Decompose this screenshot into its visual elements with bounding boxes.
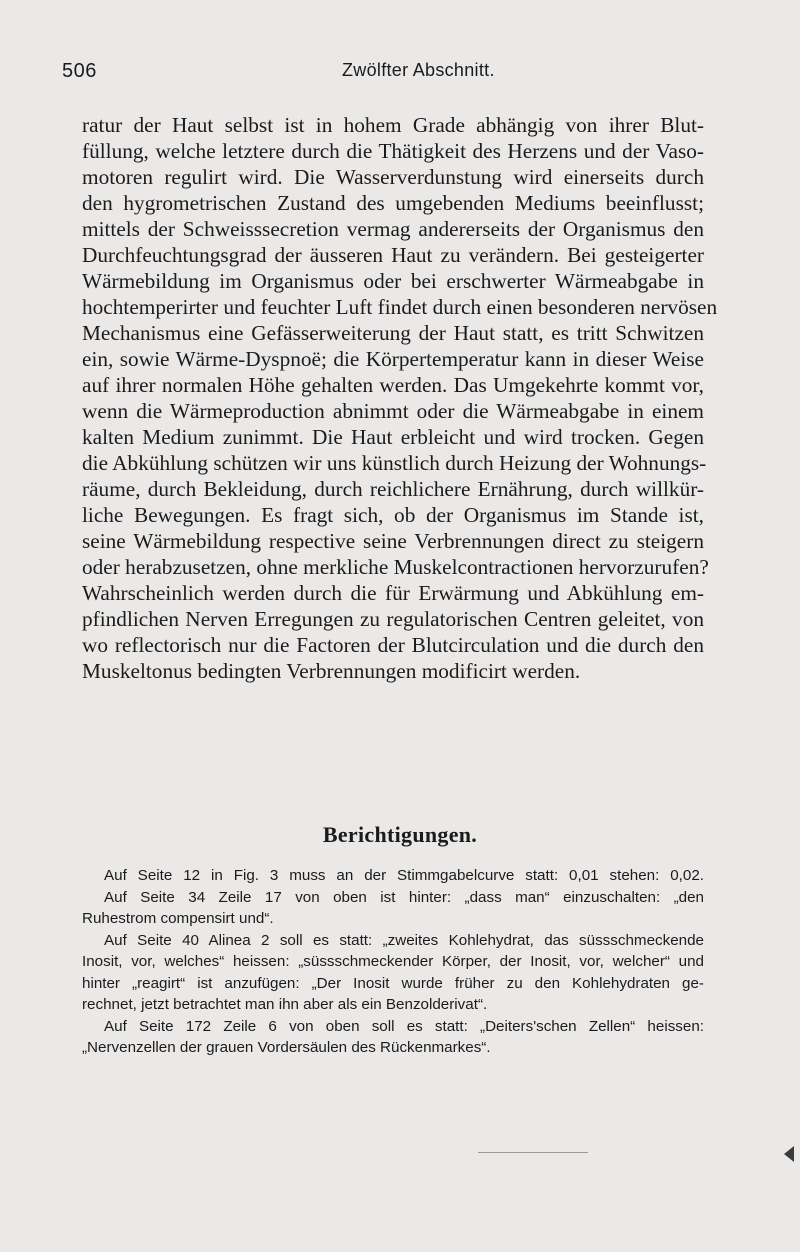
divider-rule	[478, 1152, 588, 1153]
correction-line: Auf Seite 12 in Fig. 3 muss an der Stimmgabelcurve statt: 0,01 stehen: 0,02.	[104, 867, 704, 884]
text-line: wenn die Wärmeproduction abnimmt oder die Wärmeabgabe in einem	[82, 399, 704, 423]
text-line: auf ihrer normalen Höhe gehalten werden. Das Umgekehrte kommt vor,	[82, 373, 704, 397]
correction-line: hinter „reagirt“ ist anzufügen: „Der Inosit wurde früher zu den Kohlehydraten ge-	[82, 974, 704, 992]
correction-line: Auf Seite 172 Zeile 6 von oben soll es statt: „Deiters'schen Zellen“ heissen:	[104, 1017, 704, 1035]
text-line: Mechanismus eine Gefässerweiterung der Haut statt, es tritt Schwitzen	[82, 321, 704, 345]
text-line: motoren regulirt wird. Die Wasserverdunstung wird einerseits durch	[82, 165, 704, 189]
text-line: räume, durch Bekleidung, durch reichlichere Ernährung, durch willkür-	[82, 477, 704, 501]
correction-line: Auf Seite 40 Alinea 2 soll es statt: „zweites Kohlehydrat, das süssschmeckende	[104, 931, 704, 949]
running-head	[62, 56, 742, 86]
text-line: Wärmebildung im Organismus oder bei erschwerter Wärmeabgabe in	[82, 269, 704, 293]
text-line: oder herabzusetzen, ohne merkliche Muskelcontractionen hervorzurufen?	[82, 555, 709, 579]
correction-line: rechnet, jetzt betrachtet man ihn aber als ein Benzolderivat“.	[82, 996, 488, 1013]
page-edge-mark-icon	[784, 1146, 794, 1162]
corrections-heading: Berichtigungen.	[322, 822, 478, 847]
correction-line: Auf Seite 34 Zeile 17 von oben ist hinter: „dass man“ einzuschalten: „den	[104, 888, 704, 906]
text-line: die Abkühlung schützen wir uns künstlich durch Heizung der Wohnungs-	[82, 451, 707, 475]
chapter-title: Zwölfter Abschnitt.	[342, 60, 495, 80]
correction-line: „Nervenzellen der grauen Vordersäulen des Rückenmarkes“.	[82, 1039, 491, 1056]
text-line: ein, sowie Wärme-Dyspnoë; die Körpertemperatur kann in dieser Weise	[82, 347, 704, 371]
text-line: Wahrscheinlich werden durch die für Erwärmung und Abkühlung em-	[82, 581, 704, 605]
text-line: ratur der Haut selbst ist in hohem Grade abhängig von ihrer Blut-	[82, 113, 704, 137]
correction-line: Inosit, vor, welches“ heissen: „süssschmeckender Körper, der Inosit, vor, welcher“ und	[82, 953, 704, 970]
text-line: hochtemperirter und feuchter Luft findet durch einen besonderen nervösen	[82, 295, 718, 319]
text-line: füllung, welche letztere durch die Thätigkeit des Herzens und der Vaso-	[82, 139, 704, 163]
body-paragraph	[82, 112, 718, 684]
text-line: Durchfeuchtungsgrad der äusseren Haut zu verändern. Bei gesteigerter	[82, 243, 704, 267]
text-line: wo reflectorisch nur die Factoren der Blutcirculation und die durch den	[82, 633, 704, 657]
text-line: Muskeltonus bedingten Verbrennungen modificirt werden.	[82, 659, 581, 683]
text-line: liche Bewegungen. Es fragt sich, ob der Organismus im Stande ist,	[82, 503, 704, 527]
text-line: kalten Medium zunimmt. Die Haut erbleicht und wird trocken. Gegen	[82, 425, 704, 449]
corrections-list	[82, 865, 704, 1059]
correction-line: Ruhestrom compensirt und“.	[82, 910, 274, 927]
text-line: pfindlichen Nerven Erregungen zu regulatorischen Centren geleitet, von	[82, 607, 704, 631]
text-line: mittels der Schweisssecretion vermag andererseits der Organismus den	[82, 217, 704, 241]
text-line: den hygrometrischen Zustand des umgebenden Mediums beeinflusst;	[82, 191, 704, 215]
text-line: seine Wärmebildung respective seine Verbrennungen direct zu steigern	[82, 529, 704, 553]
page-number: 506	[62, 60, 97, 82]
